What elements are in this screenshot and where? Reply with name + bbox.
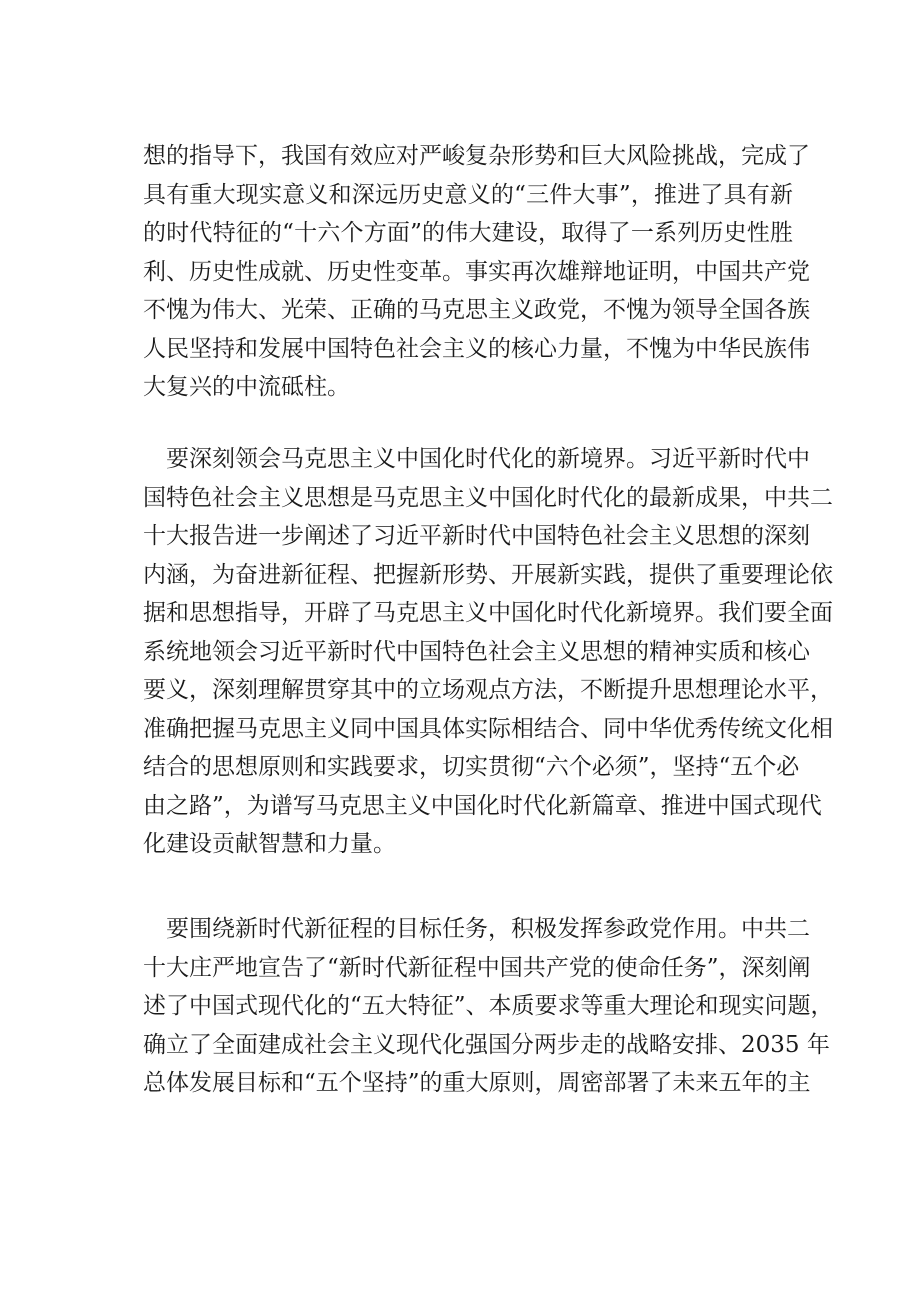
paragraph-line: 述了中国式现代化的“五大特征”、本质要求等重大理论和现实问题， <box>143 993 834 1019</box>
paragraph-line: 要义，深刻理解贯穿其中的立场观点方法，不断提升思想理论水平， <box>143 677 833 703</box>
paragraph-1 <box>143 137 810 407</box>
paragraph-3 <box>143 910 834 1103</box>
paragraph-line: 结合的思想原则和实践要求，切实贯彻“六个必须”，坚持“五个必 <box>143 754 800 780</box>
paragraph-line: 内涵，为奋进新征程、把握新形势、开展新实践，提供了重要理论依 <box>143 561 833 588</box>
paragraph-line: 的时代特征的“十六个方面”的伟大建设，取得了一系列历史性胜 <box>143 220 793 246</box>
paragraph-line: 人民坚持和发展中国特色社会主义的核心力量，不愧为中华民族伟 <box>143 335 810 362</box>
paragraph-2 <box>143 440 833 864</box>
paragraph-line: 具有重大现实意义和深远历史意义的“三件大事”，推进了具有新 <box>143 181 793 208</box>
paragraph-line: 要围绕新时代新征程的目标任务，积极发挥参政党作用。中共二 <box>166 916 810 942</box>
paragraph-line: 不愧为伟大、光荣、正确的马克思主义政党，不愧为领导全国各族 <box>143 297 810 323</box>
paragraph-line: 大复兴的中流砥柱。 <box>143 374 350 400</box>
paragraph-line: 要深刻领会马克思主义中国化时代化的新境界。习近平新时代中 <box>166 446 810 472</box>
paragraph-line: 由之路”，为谱写马克思主义中国化时代化新篇章、推进中国式现代 <box>143 792 822 819</box>
paragraph-line: 准确把握马克思主义同中国具体实际相结合、同中华优秀传统文化相 <box>143 715 833 742</box>
paragraph-line: 利、历史性成就、历史性变革。事实再次雄辩地证明，中国共产党 <box>143 258 810 285</box>
paragraph-line: 国特色社会主义思想是马克思主义中国化时代化的最新成果，中共二 <box>143 484 833 511</box>
paragraph-line: 十大报告进一步阐述了习近平新时代中国特色社会主义思想的深刻 <box>143 523 810 549</box>
paragraph-line: 据和思想指导，开辟了马克思主义中国化时代化新境界。我们要全面 <box>143 600 833 626</box>
paragraph-line: 想的指导下，我国有效应对严峻复杂形势和巨大风险挑战，完成了 <box>143 143 810 169</box>
paragraph-line: 化建设贡献智慧和力量。 <box>143 831 396 857</box>
paragraph-line: 系统地领会习近平新时代中国特色社会主义思想的精神实质和核心 <box>143 638 810 665</box>
paragraph-line: 十大庄严地宣告了“新时代新征程中国共产党的使命任务”，深刻阐 <box>143 954 811 981</box>
paragraph-line: 确立了全面建成社会主义现代化强国分两步走的战略安排、2035 年 <box>143 1031 830 1058</box>
paragraph-line: 总体发展目标和“五个坚持”的重大原则，周密部署了未来五年的主 <box>143 1070 811 1096</box>
